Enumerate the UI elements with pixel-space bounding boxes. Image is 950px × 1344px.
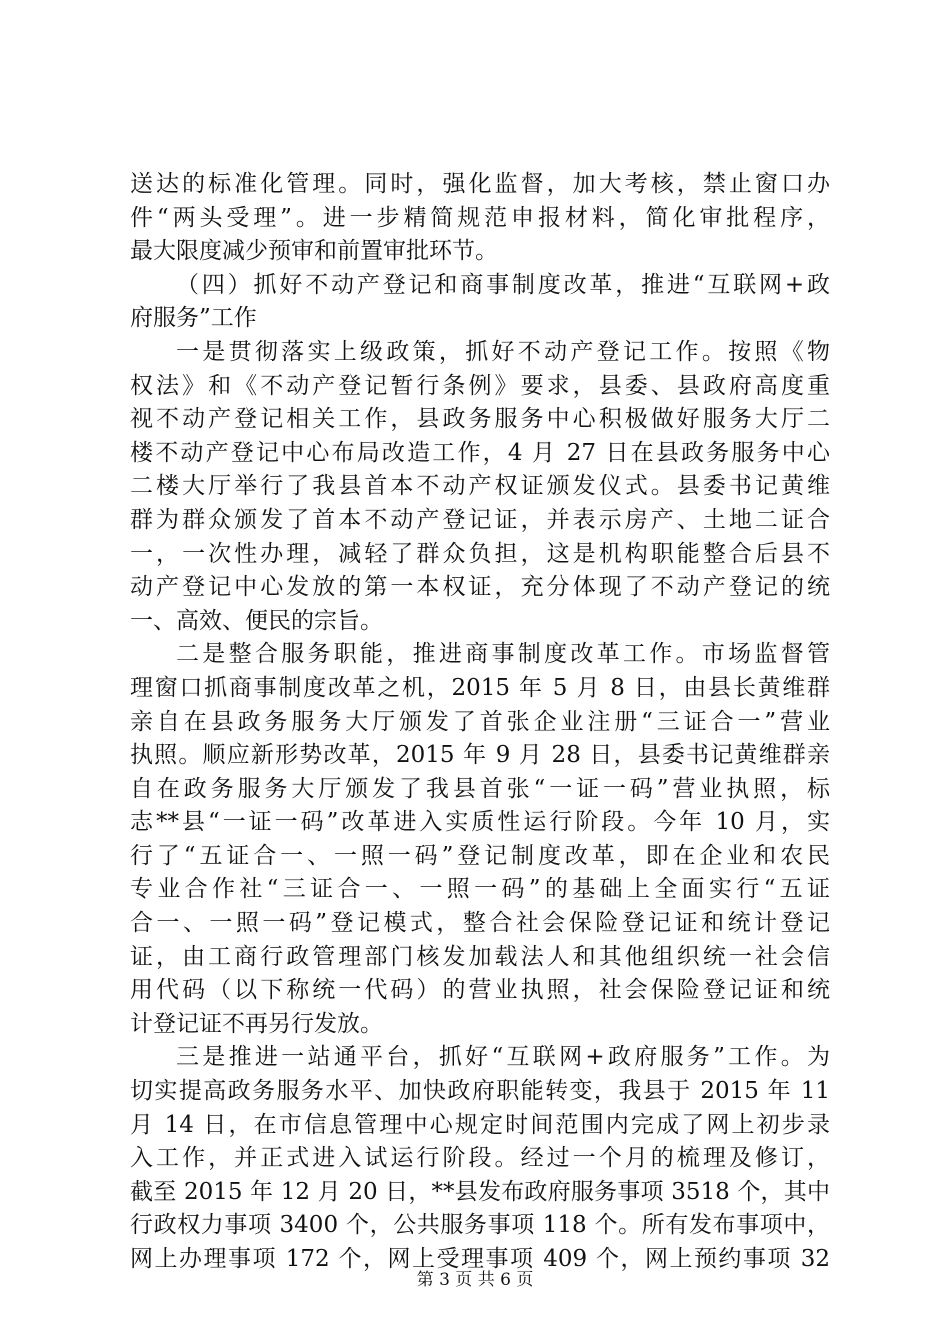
text-line: 入工作，并正式进入试运行阶段。经过一个月的梳理及修订， xyxy=(130,1145,830,1172)
text-line: 理窗口抓商事制度改革之机，2015 年 5 月 8 日，由县长黄维群 xyxy=(130,674,830,701)
text-line: 视不动产登记相关工作，县政务服务中心积极做好服务大厅二 xyxy=(130,406,830,433)
text-line: 府服务”工作 xyxy=(130,305,257,332)
text-line: 合一、一照一码”登记模式，整合社会保险登记证和统计登记 xyxy=(130,910,830,937)
text-line: 最大限度减少预审和前置审批环节。 xyxy=(130,238,498,265)
text-line: 三是推进一站通平台，抓好“互联网+政府服务”工作。为 xyxy=(176,1044,830,1071)
text-line: 亲自在县政务服务大厅颁发了首张企业注册“三证合一”营业 xyxy=(130,708,830,735)
text-line: 权法》和《不动产登记暂行条例》要求，县委、县政府高度重 xyxy=(130,372,830,399)
text-line: 专业合作社“三证合一、一照一码”的基础上全面实行“五证 xyxy=(130,876,830,903)
text-line: （四）抓好不动产登记和商事制度改革，推进“互联网+政 xyxy=(176,271,830,298)
text-line: 执照。顺应新形势改革，2015 年 9 月 28 日，县委书记黄维群亲 xyxy=(130,742,830,769)
text-line: 月 14 日，在市信息管理中心规定时间范围内完成了网上初步录 xyxy=(130,1111,830,1138)
text-line: 行了“五证合一、一照一码”登记制度改革，即在企业和农民 xyxy=(130,842,830,869)
page-footer: 第 3 页 共 6 页 xyxy=(416,1270,534,1290)
text-line: 一是贯彻落实上级政策，抓好不动产登记工作。按照《物 xyxy=(176,338,830,365)
text-line: 一，一次性办理，减轻了群众负担，这是机构职能整合后县不 xyxy=(130,540,830,567)
text-line: 用代码（以下称统一代码）的营业执照，社会保险登记证和统 xyxy=(130,977,830,1004)
text-line: 一、高效、便民的宗旨。 xyxy=(130,607,383,634)
text-line: 群为群众颁发了首本不动产登记证，并表示房产、土地二证合 xyxy=(130,506,830,533)
text-line: 计登记证不再另行发放。 xyxy=(130,1010,383,1037)
text-line: 网上办理事项 172 个，网上受理事项 409 个，网上预约事项 32 xyxy=(130,1246,830,1272)
text-line: 楼不动产登记中心布局改造工作，4 月 27 日在县政务服务中心 xyxy=(130,439,830,466)
text-line: 截至 2015 年 12 月 20 日，**县发布政府服务事项 3518 个，其中 xyxy=(130,1178,830,1205)
text-line: 切实提高政务服务水平、加快政府职能转变，我县于 2015 年 11 xyxy=(130,1078,830,1105)
text-line: 证，由工商行政管理部门核发加载法人和其他组织统一社会信 xyxy=(130,943,830,970)
text-line: 行政权力事项 3400 个，公共服务事项 118 个。所有发布事项中， xyxy=(130,1212,830,1239)
text-line: 二是整合服务职能，推进商事制度改革工作。市场监督管 xyxy=(176,641,830,668)
text-line: 自在政务服务大厅颁发了我县首张“一证一码”营业执照，标 xyxy=(130,775,830,802)
text-line: 动产登记中心发放的第一本权证，充分体现了不动产登记的统 xyxy=(130,574,830,601)
text-line: 件“两头受理”。进一步精简规范申报材料，简化审批程序， xyxy=(130,204,830,231)
document-body xyxy=(130,168,830,1277)
text-line: 二楼大厅举行了我县首本不动产权证颁发仪式。县委书记黄维 xyxy=(130,473,830,500)
text-line: 送达的标准化管理。同时，强化监督，加大考核，禁止窗口办 xyxy=(130,171,830,197)
text-line: 志**县“一证一码”改革进入实质性运行阶段。今年 10 月，实 xyxy=(130,809,830,836)
